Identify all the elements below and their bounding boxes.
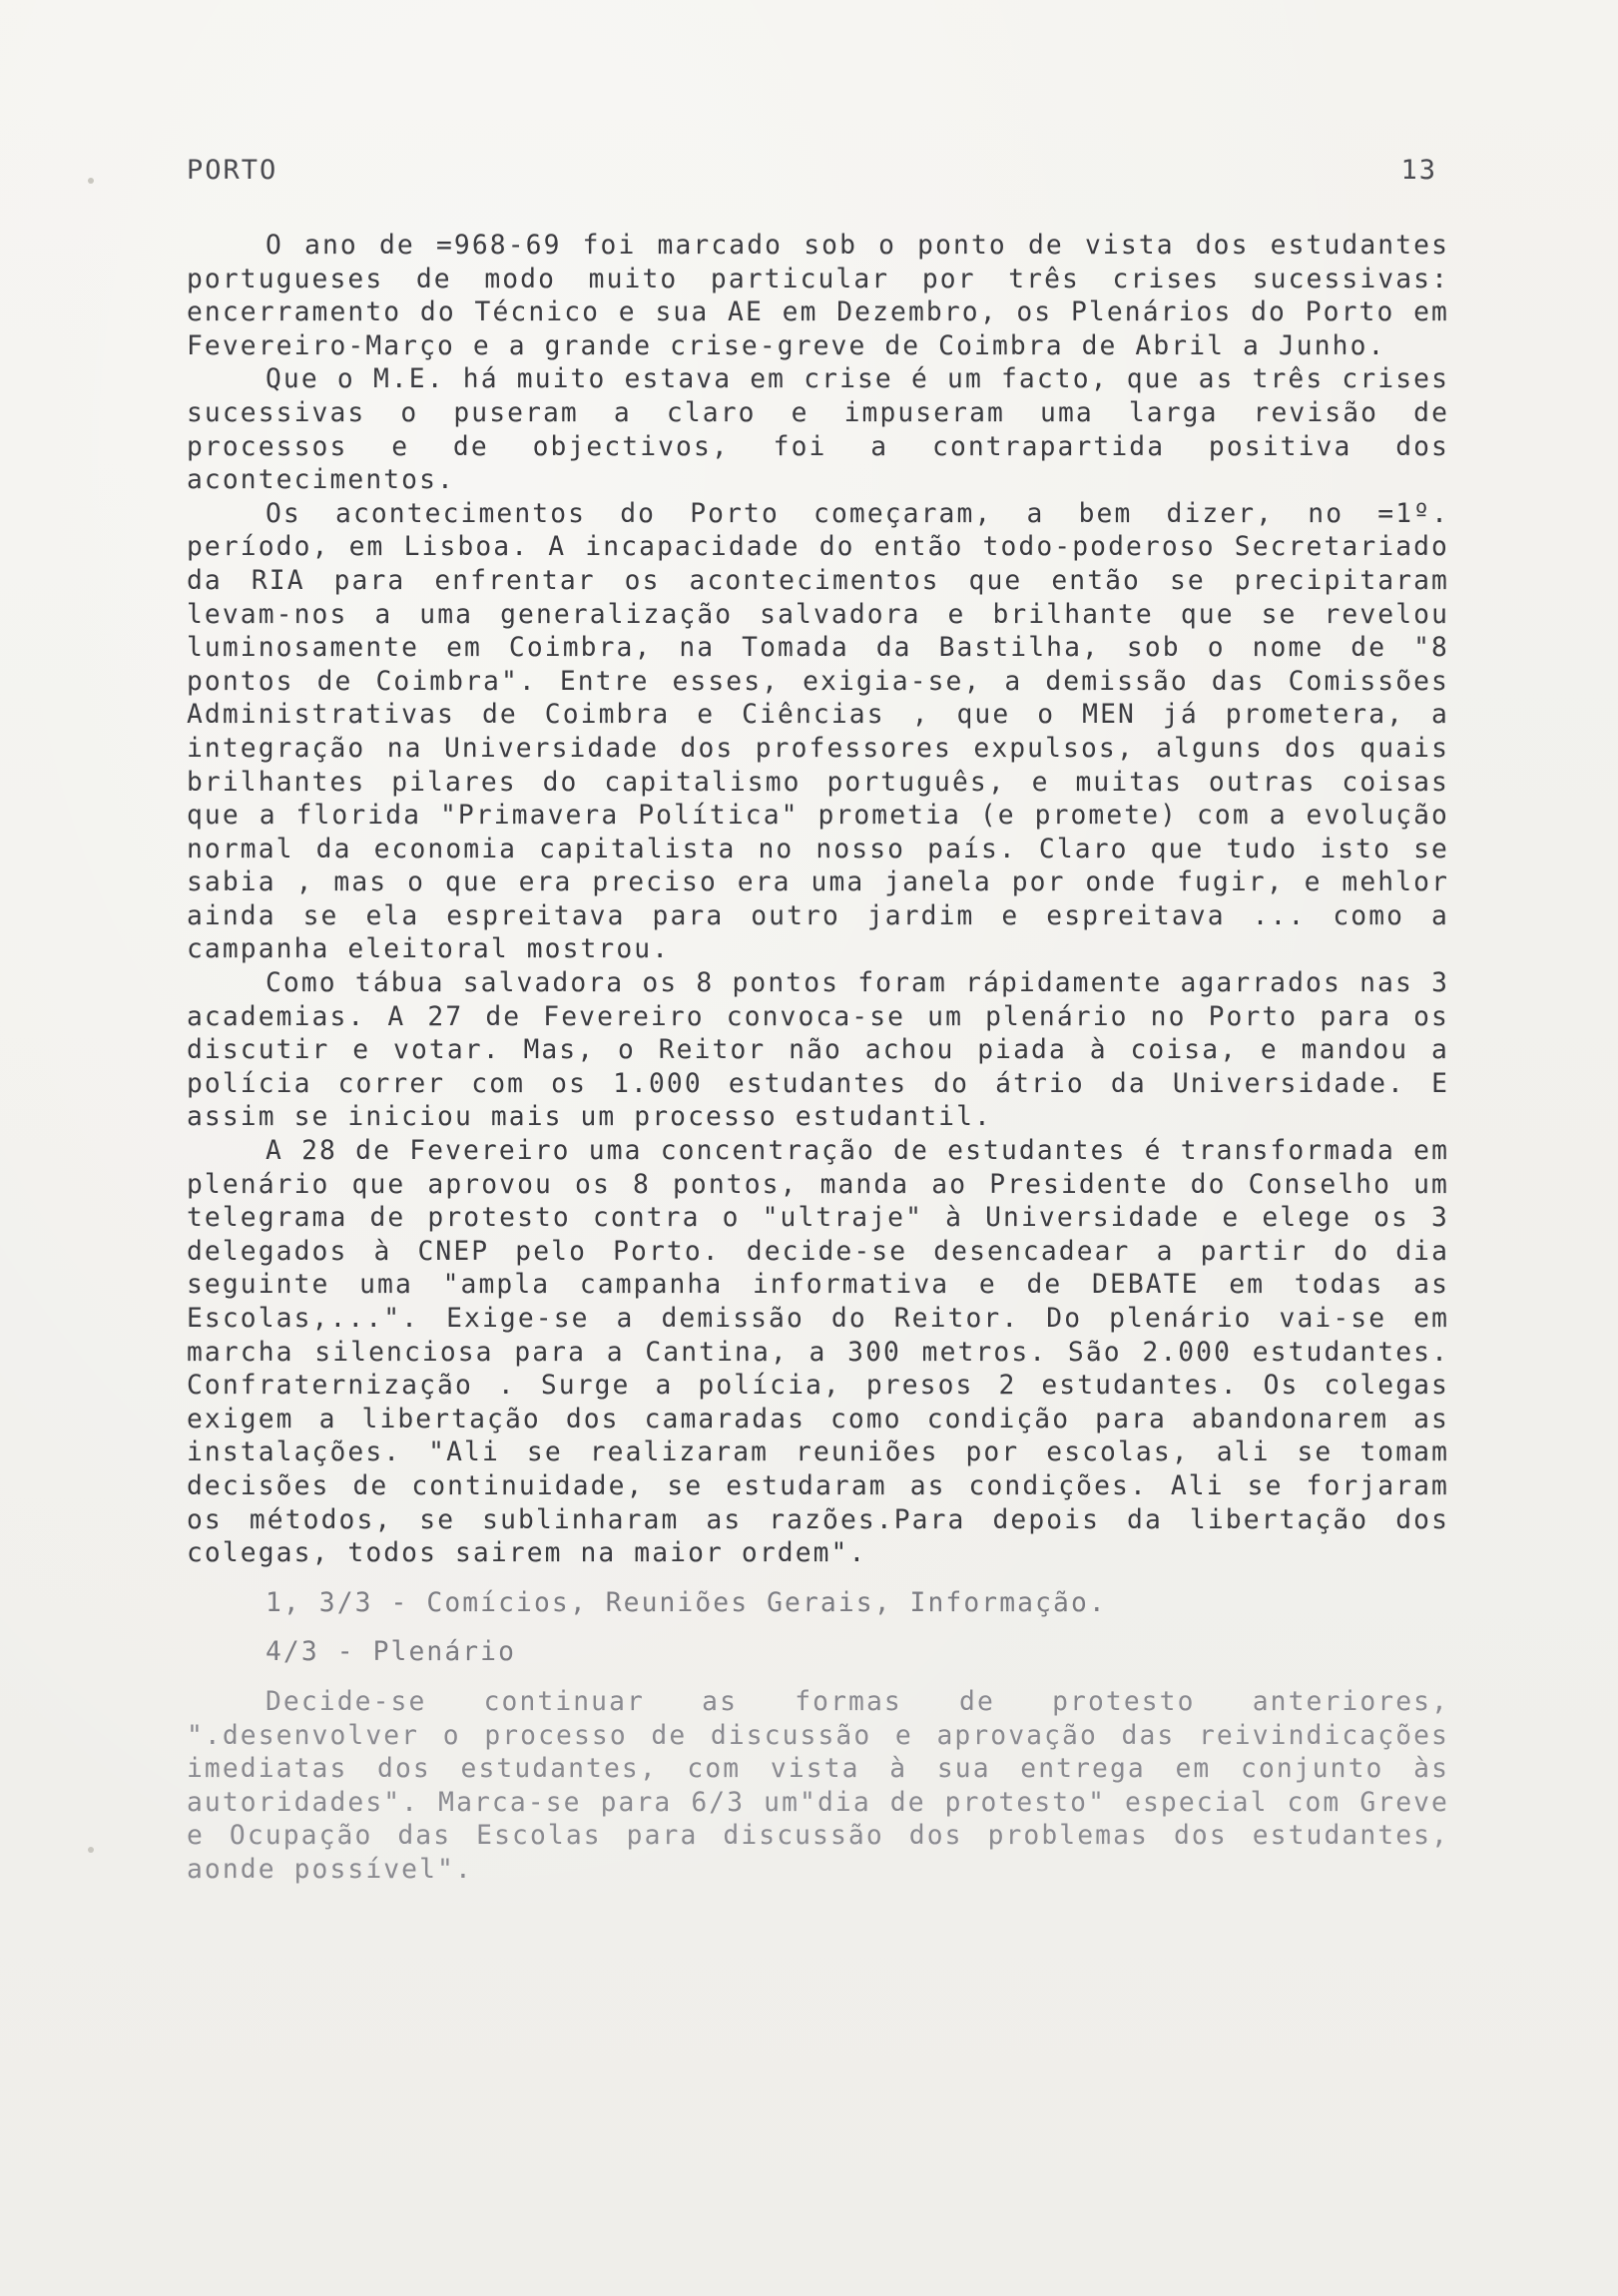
paragraph-decision: Decide-se continuar as formas de protesto anteriores, ".desenvolver o processo de discussão e aprovação das reivindicações imediatas dos estudantes, com vista à sua entrega em conjunto às autoridades". Marca-se para 6/3 um"dia de protesto" especial com Greve e Ocupação das Escolas para discussão dos problemas dos estudantes, aonde possível". bbox=[187, 1686, 1449, 1885]
paragraph-events: Os acontecimentos do Porto começaram, a bem dizer, no =1º. período, em Lisboa. A incapacidade do então todo-poderoso Secretariado da RIA para enfrentar os acontecimentos que então se precipitaram levam-nos a uma generalização salvadora e brilhante que se revelou luminosamente em Coimbra, na Tomada da Bastilha, sob o nome de "8 pontos de Coimbra". Entre esses, exigia-se, a demissão das Comissões Administrativas de Coimbra e Ciências , que o MEN já prometera, a integração na Universidade dos professores expulsos, alguns dos quais brilhantes pilares do capitalismo português, e muitas outras coisas que a florida "Primavera Política" prometia (e promete) com a evolução normal da economia capitalista no nosso país. Claro que tudo isto se sabia , mas o que era preciso era uma janela por onde fugir, e mehlor ainda se ela espreitava para outro jardim e espreitava ... como a campanha eleitoral mostrou. bbox=[187, 498, 1449, 965]
paragraph-crisis: Que o M.E. há muito estava em crise é um facto, que as três crises sucessivas o puseram a claro e impuseram uma larga revisão de processos e de objectivos, foi a contrapartida positiva dos acontecimentos. bbox=[187, 364, 1449, 496]
punch-mark bbox=[88, 1847, 94, 1853]
paragraph-intro: O ano de =968-69 foi marcado sob o ponto de vista dos estudantes portugueses de modo muito particular por três crises sucessivas: encerramento do Técnico e sua AE em Dezembro, os Plenários do Porto em Fevereiro-Março e a grande crise-greve de Coimbra de Abril a Junho. bbox=[187, 231, 1449, 361]
page-number: 13 bbox=[1400, 155, 1437, 186]
section-heading-plenario: 4/3 - Plenário bbox=[266, 1637, 517, 1668]
header-title: PORTO bbox=[187, 155, 278, 186]
paragraph-february-28: A 28 de Fevereiro uma concentração de estudantes é transformada em plenário que aprovou os 8 pontos, manda ao Presidente do Conselho um telegrama de protesto contra o "ultraje" à Universidade e elege os 3 delegados à CNEP pelo Porto. decide-se desencadear a partir do dia seguinte uma "ampla campanha informativa e de DEBATE em todas as Escolas,...". Exige-se a demissão do Reitor. Do plenário vai-se em marcha silenciosa para a Cantina, a 300 metros. São 2.000 estudantes. Confraternização . Surge a polícia, presos 2 estudantes. Os colegas exigem a libertação dos camaradas como condição para abandonarem as instalações. "Ali se realizaram reuniões por escolas, ali se tomam decisões de continuidade, se estudaram as condições. Ali se forjaram os métodos, se sublinharam as razões.Para depois da libertação dos colegas, todos sairem na maior ordem". bbox=[187, 1136, 1449, 1569]
section-heading-comicios: 1, 3/3 - Comícios, Reuniões Gerais, Informação. bbox=[266, 1587, 1107, 1618]
paragraph-eight-points: Como tábua salvadora os 8 pontos foram rápidamente agarrados nas 3 academias. A 27 de Fevereiro convoca-se um plenário no Porto para os discutir e votar. Mas, o Reitor não achou piada à coisa, e mandou a polícia correr com os 1.000 estudantes do átrio da Universidade. E assim se iniciou mais um processo estudantil. bbox=[187, 968, 1449, 1133]
punch-mark bbox=[88, 178, 94, 184]
document-body bbox=[187, 230, 1449, 1888]
